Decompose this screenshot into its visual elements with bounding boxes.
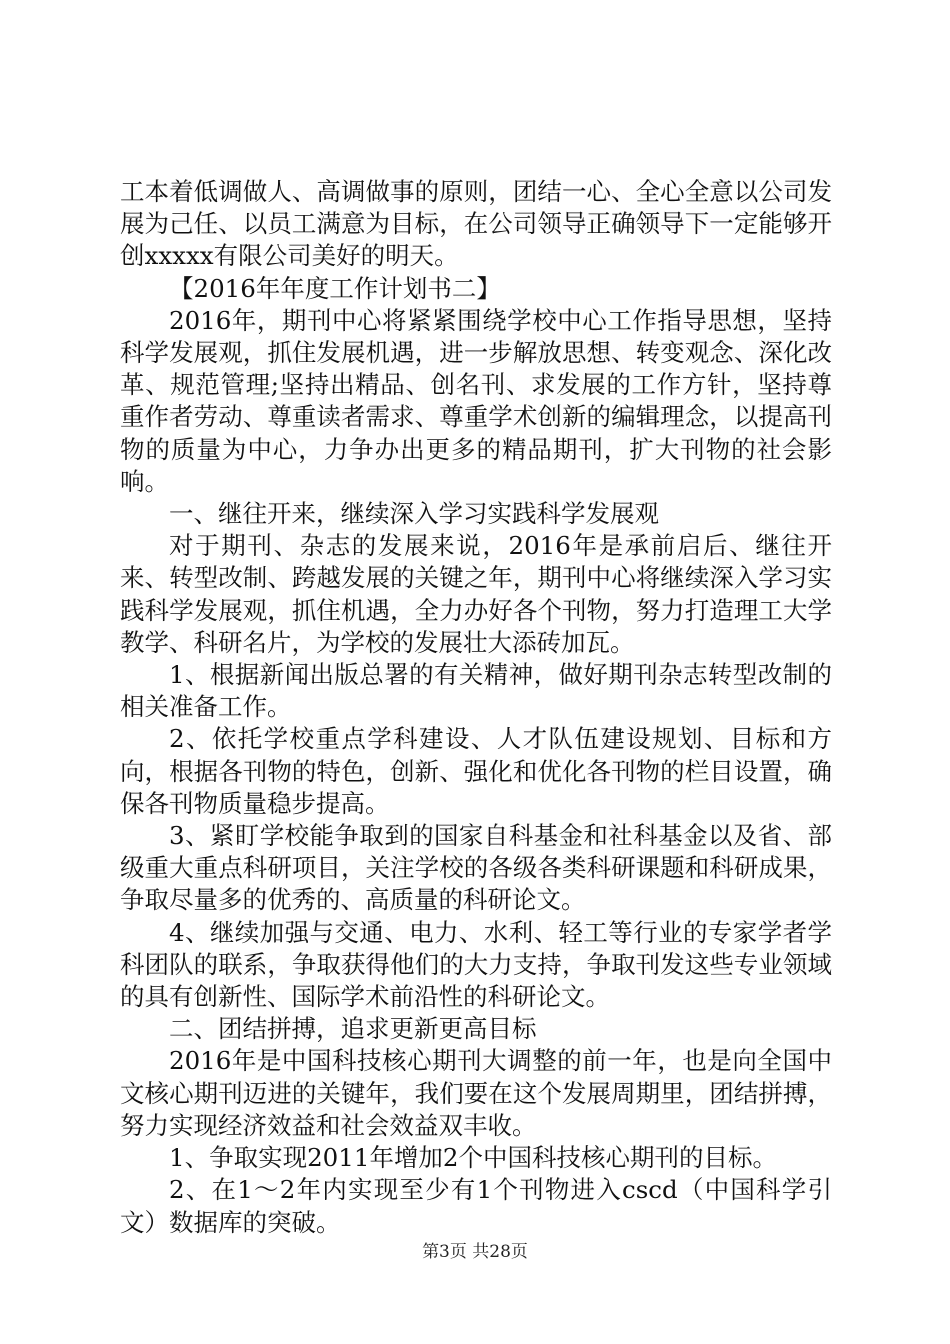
heading-one: 一、继往开来，继续深入学习实践科学发展观: [169, 499, 659, 529]
list-item-1-2: 2、依托学校重点学科建设、人才队伍建设规划、目标和方向，根据各刊物的特色，创新、强化和优化各刊物的栏目设置，确保各刊物质量稳步提高。: [120, 724, 832, 818]
heading-two: 二、团结拼搏，追求更新更高目标: [169, 1014, 537, 1044]
section-title: 【2016年年度工作计划书二】: [169, 273, 501, 303]
paragraph-heading-two-body: 2016年是中国科技核心期刊大调整的前一年，也是向全国中文核心期刊迈进的关键年，我们要在这个发展周期里，团结拼搏，努力实现经济效益和社会效益双丰收。: [120, 1046, 832, 1140]
page-footer: [0, 1240, 950, 1264]
paragraph-overview: 2016年，期刊中心将紧紧围绕学校中心工作指导思想，坚持科学发展观，抓住发展机遇，进一步解放思想、转变观念、深化改革、规范管理;坚持出精品、创名刊、求发展的工作方针，坚持尊重作者劳动、尊重读者需求、尊重学术创新的编辑理念，以提高刊物的质量为中心，力争办出更多的精品期刊，扩大刊物的社会影响。: [120, 305, 832, 496]
page-number-label: 第3页 共28页: [422, 1242, 528, 1262]
paragraph-heading-one-body: 对于期刊、杂志的发展来说，2016年是承前启后、继往开来、转型改制、跨越发展的关键之年，期刊中心将继续深入学习实践科学发展观，抓住机遇，全力办好各个刊物，努力打造理工大学教学、科研名片，为学校的发展壮大添砖加瓦。: [120, 531, 832, 657]
list-item-1-1: 1、根据新闻出版总署的有关精神，做好期刊杂志转型改制的相关准备工作。: [120, 660, 832, 722]
paragraph-intro-tail: 工本着低调做人、高调做事的原则，团结一心、全心全意以公司发展为己任、以员工满意为目标，在公司领导正确领导下一定能够开创xxxxx有限公司美好的明天。: [120, 177, 832, 271]
list-item-1-4: 4、继续加强与交通、电力、水利、轻工等行业的专家学者学科团队的联系，争取获得他们的大力支持，争取刊发这些专业领域的具有创新性、国际学术前沿性的科研论文。: [120, 917, 832, 1012]
list-item-2-2: 2、在1～2年内实现至少有1个刊物进入cscd（中国科学引文）数据库的突破。: [120, 1175, 832, 1237]
document-body: [120, 176, 832, 1239]
list-item-1-3: 3、紧盯学校能争取到的国家自科基金和社科基金以及省、部级重大重点科研项目，关注学校的各级各类科研课题和科研成果，争取尽量多的优秀的、高质量的科研论文。: [120, 821, 832, 915]
list-item-2-1: 1、争取实现2011年增加2个中国科技核心期刊的目标。: [169, 1143, 778, 1173]
